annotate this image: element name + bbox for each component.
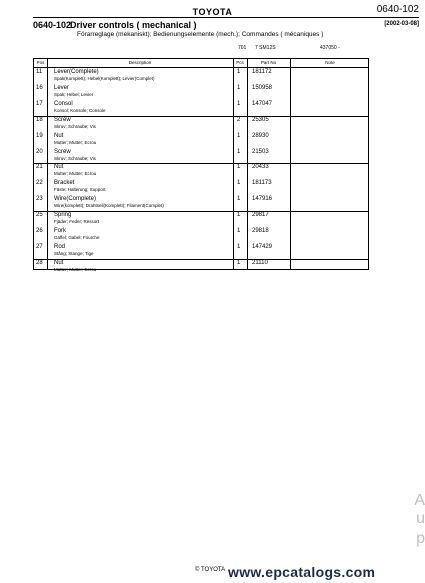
table-row bbox=[34, 179, 368, 195]
row-part-name: Nut bbox=[54, 132, 64, 139]
copyright: © TOYOTA bbox=[195, 567, 226, 573]
parts-table bbox=[33, 58, 369, 270]
row-position: 18 bbox=[36, 116, 43, 123]
table-row bbox=[34, 132, 368, 148]
row-part-number: 21503 bbox=[252, 148, 269, 155]
revision-date: [2002-03-08] bbox=[384, 21, 419, 27]
table-row bbox=[34, 211, 368, 227]
table-row bbox=[34, 195, 368, 211]
row-part-number: 29817 bbox=[252, 212, 269, 219]
row-position: 11 bbox=[36, 69, 43, 75]
row-quantity: 1 bbox=[237, 259, 241, 266]
row-part-translation: Spak; Hebel; Levier bbox=[54, 91, 94, 97]
row-part-translation: Fäste; Halterung; Support bbox=[54, 187, 106, 193]
row-part-number: 25305 bbox=[252, 116, 269, 123]
row-part-number: 147429 bbox=[252, 243, 273, 250]
row-quantity: 1 bbox=[237, 212, 241, 219]
row-part-name: Nut bbox=[54, 259, 64, 266]
row-position: 17 bbox=[36, 100, 43, 107]
section-title: Driver controls ( mechanical ) bbox=[70, 20, 197, 30]
edge-letter: p bbox=[416, 530, 425, 547]
row-part-name: Nut bbox=[54, 164, 64, 171]
row-quantity: 1 bbox=[237, 100, 241, 107]
row-position: 26 bbox=[36, 228, 43, 234]
table-row bbox=[34, 259, 368, 275]
table-row bbox=[34, 116, 368, 132]
column-header-pcs: Pcs bbox=[236, 60, 244, 65]
row-quantity: 1 bbox=[237, 164, 241, 171]
row-quantity: 1 bbox=[237, 196, 241, 203]
row-part-name: Lever bbox=[54, 84, 70, 91]
table-row bbox=[34, 68, 368, 84]
row-part-number: 147916 bbox=[252, 196, 273, 203]
row-part-number: 20433 bbox=[252, 164, 269, 171]
row-part-name: Screw bbox=[54, 148, 71, 155]
row-quantity: 1 bbox=[237, 180, 241, 187]
model-code: 701 bbox=[238, 45, 247, 51]
table-row bbox=[34, 100, 368, 116]
edge-letter: u bbox=[416, 510, 425, 527]
table-row bbox=[34, 163, 368, 179]
row-part-translation: Mutter; Mutter; Ecrou bbox=[54, 266, 97, 272]
row-position: 27 bbox=[36, 243, 43, 250]
row-part-number: 29818 bbox=[252, 228, 269, 234]
row-part-translation: Wire(komplett); Drahtseil(Komplett); Filament(Complet) bbox=[54, 203, 164, 209]
column-header-pos: Pos bbox=[36, 60, 45, 65]
column-header-part-no: Part No bbox=[260, 60, 277, 65]
row-part-name: Wire(Complete) bbox=[54, 196, 97, 203]
row-quantity: 2 bbox=[237, 116, 241, 123]
page-code: 0640-102 bbox=[376, 4, 419, 15]
column-header-note: Note bbox=[325, 60, 335, 65]
row-part-name: Fork bbox=[54, 228, 66, 234]
column-header-description: Description bbox=[128, 60, 152, 65]
row-part-number: 150958 bbox=[252, 84, 273, 91]
row-quantity: 1 bbox=[237, 84, 241, 91]
row-position: 28 bbox=[36, 259, 43, 266]
row-part-number: 28930 bbox=[252, 132, 269, 139]
row-position: 20 bbox=[36, 148, 43, 155]
row-part-number: 181173 bbox=[252, 180, 272, 187]
row-part-translation: Mutter; Mutter; Ecrou bbox=[54, 171, 97, 177]
row-part-translation: Mutter; Mutter; Ecrou bbox=[54, 139, 97, 145]
table-row bbox=[34, 227, 368, 243]
row-position: 19 bbox=[36, 132, 43, 139]
row-part-name: Rod bbox=[54, 243, 66, 250]
row-part-number: 181172 bbox=[252, 69, 272, 75]
row-quantity: 1 bbox=[237, 243, 241, 250]
row-position: 16 bbox=[36, 84, 43, 91]
row-part-translation: Skruv; Schraube; Vis bbox=[54, 123, 96, 129]
row-part-name: Lever(Complete) bbox=[54, 69, 99, 75]
row-position: 23 bbox=[36, 196, 43, 203]
row-quantity: 1 bbox=[237, 69, 241, 75]
row-part-translation: Konsol; Konsole; Console bbox=[54, 107, 106, 113]
row-part-translation: Gaffel; Gabel; Fourche bbox=[54, 235, 100, 240]
row-quantity: 1 bbox=[237, 228, 241, 234]
row-position: 25 bbox=[36, 212, 43, 219]
row-part-name: Spring bbox=[54, 212, 72, 219]
row-part-translation: Spak(Komplett); Hebel(Komplett); Levier(Complet) bbox=[54, 76, 155, 81]
row-part-name: Consol bbox=[54, 100, 73, 107]
edge-letter: A bbox=[414, 492, 425, 509]
watermark-link[interactable]: www.epcatalogs.com bbox=[228, 564, 376, 580]
table-row bbox=[34, 243, 368, 259]
header-rule bbox=[33, 17, 419, 18]
row-part-number: 21110 bbox=[252, 259, 268, 266]
row-quantity: 1 bbox=[237, 132, 241, 139]
section-subtitle: Förarreglage (mekaniskt); Bedienungselemente (mech.); Commandes ( mécaniques ) bbox=[77, 31, 324, 38]
brand-title: TOYOTA bbox=[192, 7, 233, 17]
row-part-name: Screw bbox=[54, 116, 71, 123]
row-part-translation: Skruv; Schraube; Vis bbox=[54, 155, 96, 161]
row-part-name: Bracket bbox=[54, 180, 75, 187]
row-part-translation: Stång; Stange; Tige bbox=[54, 250, 94, 256]
model-name: 7 SM12S bbox=[255, 45, 276, 51]
row-part-translation: Fjäder; Feder; Ressort bbox=[54, 219, 100, 225]
section-code: 0640-102 bbox=[33, 20, 72, 30]
row-part-number: 147047 bbox=[252, 100, 273, 107]
row-quantity: 1 bbox=[237, 148, 241, 155]
table-row bbox=[34, 148, 368, 164]
row-position: 21 bbox=[36, 164, 43, 171]
serial-range: 437050 - bbox=[320, 45, 340, 51]
row-position: 22 bbox=[36, 180, 43, 187]
table-row bbox=[34, 84, 368, 100]
